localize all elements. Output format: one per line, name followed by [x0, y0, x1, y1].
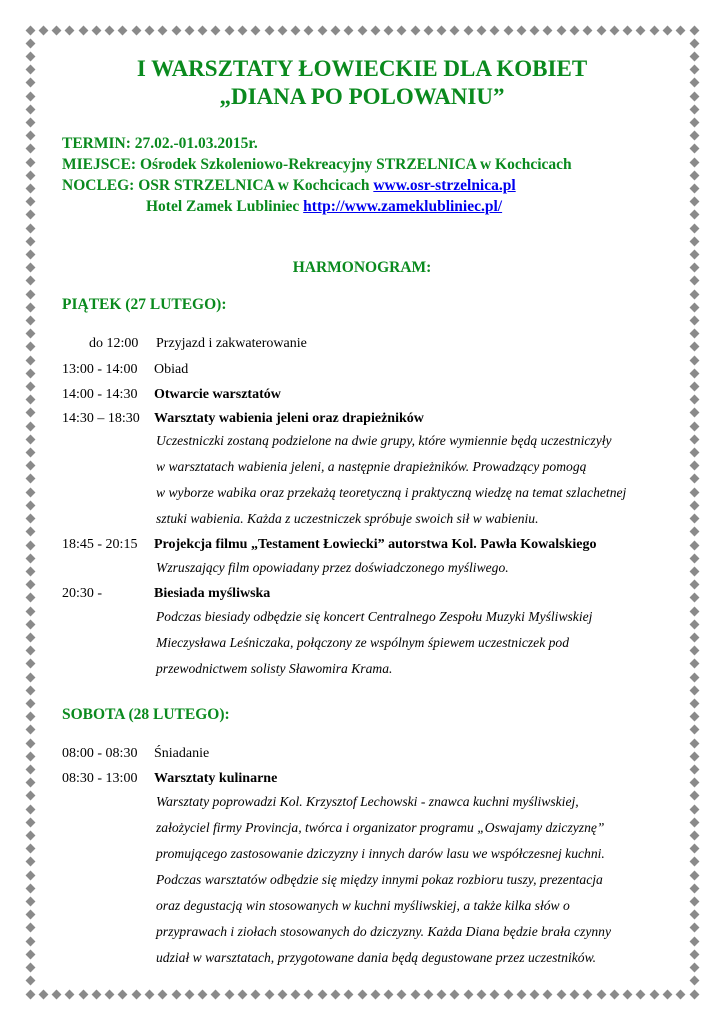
border-diamond [277, 989, 287, 999]
border-diamond [317, 25, 327, 35]
border-diamond [25, 712, 35, 722]
schedule-row [62, 335, 307, 353]
border-diamond [25, 302, 35, 312]
schedule-time: 13:00 - 14:00 [62, 362, 138, 377]
border-diamond [689, 804, 699, 814]
border-diamond [38, 25, 48, 35]
schedule-activity: Śniadanie [154, 746, 210, 761]
border-diamond [689, 883, 699, 893]
border-diamond [25, 276, 35, 286]
border-diamond [25, 236, 35, 246]
schedule-row [62, 386, 281, 404]
hotel-line [62, 196, 572, 217]
border-diamond [662, 989, 672, 999]
border-diamond [25, 131, 35, 141]
border-diamond [25, 619, 35, 629]
border-diamond [689, 250, 699, 260]
border-diamond [689, 976, 699, 986]
border-diamond [689, 197, 699, 207]
border-diamond [78, 25, 88, 35]
schedule-time: 18:45 - 20:15 [62, 537, 138, 552]
border-diamond [689, 223, 699, 233]
description-line: udział w warsztatach, przygotowane dania będą degustowane przez uczestników. [156, 950, 597, 965]
border-diamond [25, 580, 35, 590]
border-diamond [689, 936, 699, 946]
border-diamond [689, 395, 699, 405]
border-diamond [689, 870, 699, 880]
description-line: Uczestniczki zostaną podzielone na dwie grupy, które wymiennie będą uczestniczyły [156, 433, 612, 448]
border-diamond [543, 25, 553, 35]
border-diamond [118, 989, 128, 999]
border-diamond [25, 117, 35, 127]
schedule-row [62, 585, 271, 603]
border-diamond [317, 989, 327, 999]
border-diamond [662, 25, 672, 35]
border-diamond [25, 157, 35, 167]
border-diamond [689, 514, 699, 524]
border-diamond [410, 25, 420, 35]
border-diamond [689, 461, 699, 471]
border-diamond [25, 382, 35, 392]
border-diamond [238, 25, 248, 35]
border-diamond [25, 210, 35, 220]
border-diamond [25, 408, 35, 418]
border-diamond [25, 474, 35, 484]
title-line-1: I WARSZTATY ŁOWIECKIE DLA KOBIET [136, 56, 588, 81]
border-diamond [689, 487, 699, 497]
border-diamond [25, 606, 35, 616]
border-diamond [583, 25, 593, 35]
schedule-time: do 12:00 [89, 336, 139, 351]
border-diamond [437, 25, 447, 35]
border-diamond [25, 949, 35, 959]
border-diamond [689, 210, 699, 220]
border-diamond [689, 593, 699, 603]
schedule-row [62, 536, 597, 554]
border-diamond [463, 25, 473, 35]
border-diamond [25, 170, 35, 180]
border-diamond [25, 250, 35, 260]
border-diamond [158, 989, 168, 999]
border-diamond [490, 989, 500, 999]
nocleg-text: NOCLEG: OSR STRZELNICA w Kochcicach [62, 177, 370, 194]
border-diamond [25, 883, 35, 893]
border-diamond [689, 989, 699, 999]
border-diamond [224, 25, 234, 35]
schedule-time: 08:00 - 08:30 [62, 746, 138, 761]
border-diamond [25, 487, 35, 497]
border-diamond [330, 989, 340, 999]
border-diamond [357, 989, 367, 999]
border-diamond [25, 342, 35, 352]
border-diamond [516, 25, 526, 35]
miejsce-line: MIEJSCE: Ośrodek Szkoleniowo-Rekreacyjny STRZELNICA w Kochcicach [62, 156, 572, 173]
border-diamond [649, 25, 659, 35]
border-diamond [450, 989, 460, 999]
border-diamond [596, 989, 606, 999]
border-diamond [171, 25, 181, 35]
border-diamond [689, 302, 699, 312]
border-diamond [25, 223, 35, 233]
border-diamond [689, 685, 699, 695]
border-diamond [689, 408, 699, 418]
border-diamond [543, 989, 553, 999]
schedule-activity: Obiad [154, 362, 189, 377]
border-diamond [25, 659, 35, 669]
border-diamond [689, 553, 699, 563]
border-diamond [689, 434, 699, 444]
border-diamond [649, 989, 659, 999]
event-info [62, 133, 572, 217]
border-diamond [609, 25, 619, 35]
border-diamond [25, 751, 35, 761]
border-diamond [689, 659, 699, 669]
border-diamond [25, 25, 35, 35]
border-diamond [556, 989, 566, 999]
schedule-time: 20:30 - [62, 586, 103, 601]
border-diamond [636, 25, 646, 35]
border-diamond [25, 857, 35, 867]
border-diamond [131, 989, 141, 999]
border-diamond [25, 725, 35, 735]
activity-description [156, 789, 666, 971]
border-diamond [689, 170, 699, 180]
border-diamond [689, 751, 699, 761]
border-diamond [689, 184, 699, 194]
border-diamond [184, 989, 194, 999]
border-diamond [689, 910, 699, 920]
border-diamond [689, 712, 699, 722]
border-diamond [105, 25, 115, 35]
border-diamond [530, 989, 540, 999]
border-diamond [25, 289, 35, 299]
border-diamond [25, 831, 35, 841]
border-diamond [264, 989, 274, 999]
border-diamond [689, 289, 699, 299]
border-diamond [344, 989, 354, 999]
termin-line: TERMIN: 27.02.-01.03.2015r. [62, 135, 258, 152]
nocleg-line [62, 175, 572, 196]
border-diamond [689, 527, 699, 537]
border-diamond [264, 25, 274, 35]
border-diamond [171, 989, 181, 999]
border-diamond [689, 765, 699, 775]
border-diamond [570, 989, 580, 999]
border-diamond [689, 276, 699, 286]
schedule-time: 14:00 - 14:30 [62, 387, 138, 402]
border-diamond [25, 500, 35, 510]
schedule-row [62, 770, 278, 788]
border-diamond [689, 236, 699, 246]
border-diamond [25, 527, 35, 537]
border-diamond [689, 923, 699, 933]
border-diamond [25, 936, 35, 946]
description-line: Mieczysława Leśniczaka, połączony ze wspólnym śpiewem uczestniczek pod [156, 635, 570, 650]
border-diamond [689, 580, 699, 590]
border-diamond [65, 25, 75, 35]
border-diamond [689, 831, 699, 841]
activity-description [156, 428, 666, 532]
border-diamond [25, 870, 35, 880]
border-diamond [65, 989, 75, 999]
border-diamond [25, 355, 35, 365]
border-diamond [118, 25, 128, 35]
border-diamond [503, 25, 513, 35]
border-diamond [689, 791, 699, 801]
border-diamond [25, 963, 35, 973]
border-diamond [490, 25, 500, 35]
schedule-time: 14:30 – 18:30 [62, 411, 140, 426]
border-diamond [689, 778, 699, 788]
border-diamond [397, 25, 407, 35]
zamek-lubliniec-link[interactable]: http://www.zameklubliniec.pl/ [303, 198, 503, 215]
border-diamond [357, 25, 367, 35]
border-diamond [397, 989, 407, 999]
border-diamond [25, 184, 35, 194]
border-diamond [25, 976, 35, 986]
border-diamond [596, 25, 606, 35]
border-diamond [91, 989, 101, 999]
border-diamond [25, 540, 35, 550]
border-diamond [570, 25, 580, 35]
border-diamond [184, 25, 194, 35]
border-diamond [25, 514, 35, 524]
border-diamond [689, 157, 699, 167]
harmonogram-heading: HARMONOGRAM: [292, 259, 432, 276]
border-diamond [689, 316, 699, 326]
border-diamond [583, 989, 593, 999]
border-diamond [25, 434, 35, 444]
border-diamond [38, 989, 48, 999]
border-diamond [689, 144, 699, 154]
border-diamond [224, 989, 234, 999]
description-line: Wzruszający film opowiadany przez doświadczonego myśliwego. [156, 560, 509, 575]
title-line-2: „DIANA PO POLOWANIU” [219, 84, 505, 109]
schedule-activity: Biesiada myśliwska [154, 586, 271, 601]
schedule-time: 08:30 - 13:00 [62, 771, 138, 786]
border-diamond [689, 448, 699, 458]
border-diamond [623, 989, 633, 999]
border-diamond [304, 25, 314, 35]
saturday-heading: SOBOTA (28 LUTEGO): [62, 706, 230, 723]
border-diamond [78, 989, 88, 999]
border-diamond [25, 989, 35, 999]
border-diamond [609, 989, 619, 999]
schedule-row [62, 361, 189, 379]
border-diamond [291, 989, 301, 999]
border-diamond [689, 632, 699, 642]
border-diamond [437, 989, 447, 999]
border-diamond [52, 989, 62, 999]
schedule-activity: Warsztaty wabienia jeleni oraz drapieżników [154, 411, 424, 426]
border-diamond [384, 989, 394, 999]
border-diamond [25, 765, 35, 775]
border-diamond [251, 989, 261, 999]
border-diamond [689, 421, 699, 431]
border-diamond [25, 461, 35, 471]
border-diamond [370, 989, 380, 999]
border-diamond [25, 672, 35, 682]
schedule-activity: Warsztaty kulinarne [154, 771, 278, 786]
friday-heading: PIĄTEK (27 LUTEGO): [62, 296, 227, 313]
document-title [0, 55, 724, 111]
border-diamond [25, 368, 35, 378]
border-diamond [463, 989, 473, 999]
border-diamond [689, 857, 699, 867]
border-diamond [25, 738, 35, 748]
border-diamond [251, 25, 261, 35]
border-diamond [131, 25, 141, 35]
description-line: Warsztaty poprowadzi Kol. Krzysztof Lechowski - znawca kuchni myśliwskiej, [156, 794, 579, 809]
border-diamond [25, 897, 35, 907]
border-diamond [158, 25, 168, 35]
border-diamond [25, 791, 35, 801]
description-line: w warsztatach wabienia jeleni, a następnie drapieżników. Prowadzący pomogą [156, 459, 587, 474]
activity-description [156, 604, 666, 682]
border-diamond [689, 619, 699, 629]
border-diamond [689, 25, 699, 35]
border-diamond [25, 593, 35, 603]
border-diamond [689, 131, 699, 141]
border-diamond [689, 382, 699, 392]
border-diamond [689, 329, 699, 339]
description-line: sztuki wabienia. Każda z uczestniczek spróbuje swoich sił w wabieniu. [156, 511, 539, 526]
border-diamond [689, 949, 699, 959]
border-diamond [370, 25, 380, 35]
schedule-activity: Przyjazd i zakwaterowanie [156, 336, 307, 351]
border-diamond [689, 817, 699, 827]
border-diamond [25, 553, 35, 563]
osr-strzelnica-link[interactable]: www.osr-strzelnica.pl [373, 177, 516, 194]
border-diamond [689, 897, 699, 907]
border-diamond [689, 474, 699, 484]
border-diamond [277, 25, 287, 35]
activity-description [156, 555, 666, 581]
border-diamond [25, 448, 35, 458]
border-diamond [198, 989, 208, 999]
schedule-row [62, 745, 210, 763]
border-diamond [689, 606, 699, 616]
border-diamond [689, 566, 699, 576]
border-diamond [556, 25, 566, 35]
border-diamond [52, 25, 62, 35]
border-diamond [689, 844, 699, 854]
border-diamond [689, 500, 699, 510]
border-diamond [689, 738, 699, 748]
border-diamond [145, 989, 155, 999]
border-diamond [623, 25, 633, 35]
border-diamond [689, 672, 699, 682]
border-diamond [91, 25, 101, 35]
description-line: przewodnictwem solisty Sławomira Krama. [156, 661, 393, 676]
border-diamond [477, 25, 487, 35]
border-diamond [25, 646, 35, 656]
border-diamond [25, 844, 35, 854]
border-diamond [25, 395, 35, 405]
border-diamond [410, 989, 420, 999]
border-diamond [25, 923, 35, 933]
border-diamond [503, 989, 513, 999]
border-diamond [689, 38, 699, 48]
border-diamond [211, 989, 221, 999]
border-diamond [530, 25, 540, 35]
border-diamond [25, 316, 35, 326]
border-diamond [25, 197, 35, 207]
border-diamond [25, 566, 35, 576]
border-diamond [477, 989, 487, 999]
border-diamond [198, 25, 208, 35]
hotel-text: Hotel Zamek Lubliniec [146, 198, 300, 215]
border-diamond [238, 989, 248, 999]
border-diamond [145, 25, 155, 35]
border-diamond [516, 989, 526, 999]
border-diamond [689, 725, 699, 735]
border-diamond [25, 685, 35, 695]
border-diamond [423, 989, 433, 999]
border-diamond [689, 646, 699, 656]
border-diamond [636, 989, 646, 999]
border-diamond [689, 368, 699, 378]
border-diamond [105, 989, 115, 999]
border-diamond [25, 329, 35, 339]
border-diamond [25, 699, 35, 709]
border-diamond [304, 989, 314, 999]
border-diamond [330, 25, 340, 35]
border-diamond [25, 910, 35, 920]
border-diamond [25, 144, 35, 154]
schedule-row [62, 410, 424, 428]
border-diamond [689, 117, 699, 127]
border-diamond [689, 963, 699, 973]
border-diamond [676, 989, 686, 999]
border-diamond [689, 342, 699, 352]
description-line: w wyborze wabika oraz przekażą teoretyczną i praktyczną wiedzę na temat szlachetnej [156, 485, 627, 500]
border-diamond [344, 25, 354, 35]
border-diamond [25, 421, 35, 431]
description-line: oraz degustacją win stosowanych w kuchni myśliwskiej, a także kilka słów o [156, 898, 570, 913]
border-diamond [25, 778, 35, 788]
description-line: Podczas warsztatów odbędzie się między innymi pokaz rozbioru tuszy, prezentacja [156, 872, 603, 887]
border-diamond [689, 355, 699, 365]
schedule-activity: Projekcja filmu „Testament Łowiecki” autorstwa Kol. Pawła Kowalskiego [154, 537, 597, 552]
border-diamond [676, 25, 686, 35]
border-diamond [25, 804, 35, 814]
border-diamond [423, 25, 433, 35]
border-diamond [25, 38, 35, 48]
border-diamond [211, 25, 221, 35]
schedule-activity: Otwarcie warsztatów [154, 387, 281, 402]
border-diamond [689, 540, 699, 550]
border-diamond [25, 817, 35, 827]
border-diamond [689, 699, 699, 709]
description-line: założyciel firmy Provincja, twórca i organizator programu „Oswajamy dziczyznę” [156, 820, 605, 835]
description-line: promującego zastosowanie dziczyzny i innych darów lasu we współczesnej kuchni. [156, 846, 605, 861]
description-line: Podczas biesiady odbędzie się koncert Centralnego Zespołu Muzyki Myśliwskiej [156, 609, 593, 624]
border-diamond [384, 25, 394, 35]
border-diamond [25, 632, 35, 642]
border-diamond [450, 25, 460, 35]
border-diamond [291, 25, 301, 35]
description-line: przyprawach i ziołach stosowanych do dziczyzny. Każda Diana będzie brała czynny [156, 924, 611, 939]
